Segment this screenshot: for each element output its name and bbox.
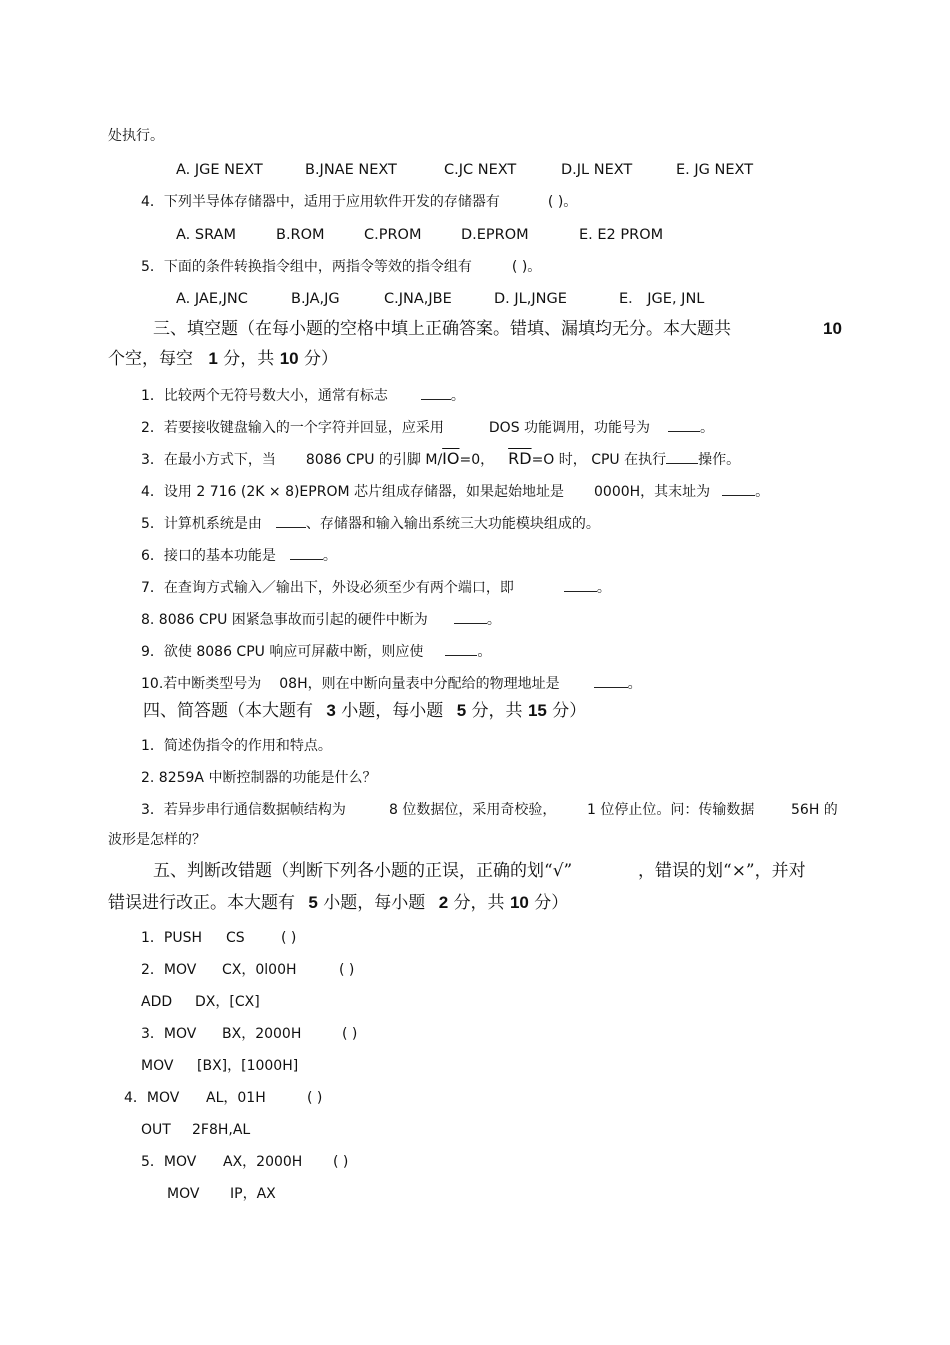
option-c: C.JNA,JBE bbox=[384, 291, 452, 307]
answer-blank bbox=[290, 545, 323, 560]
question-text: 5．计算机系统是由 bbox=[141, 516, 262, 532]
question-text: 8. 8086 CPU 困紧急事故而引起的硬件中断为 bbox=[141, 612, 428, 628]
option-e: E． JGE, JNL bbox=[619, 291, 705, 307]
answer-paren: ( ) bbox=[307, 1090, 323, 1106]
io-signal: $\overline{IO}$ bbox=[442, 449, 460, 468]
answer-blank bbox=[564, 577, 597, 592]
answer-paren: ( ) bbox=[281, 930, 297, 946]
fill-q6 bbox=[141, 545, 337, 565]
period: 。 bbox=[700, 420, 715, 436]
question-text: 9．欲使 8086 CPU 响应可屏蔽中断，则应使 bbox=[141, 644, 424, 660]
period: 。 bbox=[322, 548, 337, 564]
instruction: 3．MOV bbox=[141, 1026, 197, 1042]
fill-q5 bbox=[141, 513, 600, 533]
option-d: D.EPROM bbox=[461, 227, 529, 243]
fill-q2 bbox=[141, 417, 714, 437]
period: 。 bbox=[477, 644, 492, 660]
fill-q10 bbox=[141, 673, 642, 693]
instruction: 5．MOV bbox=[141, 1154, 197, 1170]
operand: AX，2000H bbox=[223, 1154, 303, 1170]
title-text: 分） bbox=[304, 349, 339, 369]
short-q3-line2: 波形是怎样的？ bbox=[108, 832, 206, 848]
title-text: 错误进行改正。本大题有 bbox=[108, 893, 295, 913]
answer-blank bbox=[276, 513, 306, 528]
title-text: 分，共 bbox=[453, 893, 505, 913]
option-b: B.ROM bbox=[276, 227, 325, 243]
question-text: 操作。 bbox=[698, 452, 741, 468]
question-count: 5 bbox=[308, 893, 318, 912]
option-e: E. JG NEXT bbox=[676, 162, 754, 178]
title-text: 分） bbox=[552, 701, 587, 721]
question-5 bbox=[141, 258, 541, 276]
question-text: 56H 的 bbox=[791, 802, 838, 818]
section-3-title-line2 bbox=[108, 348, 338, 370]
title-text: 小题，每小题 bbox=[323, 893, 426, 913]
question-text: 6．接口的基本功能是 bbox=[141, 548, 276, 564]
option-c: C.PROM bbox=[364, 227, 422, 243]
option-e: E. E2 PROM bbox=[579, 227, 664, 243]
answer-blank bbox=[421, 385, 451, 400]
question-4-text: 4．下列半导体存储器中，适用于应用软件开发的存储器有 bbox=[141, 194, 500, 210]
question-text: 3．若异步串行通信数据帧结构为 bbox=[141, 802, 346, 818]
section-5-title-line2 bbox=[108, 892, 568, 914]
section-3-title: 三、填空题（在每小题的空格中填上正确答案。错填、漏填均无分。本大题共 bbox=[153, 319, 731, 339]
question-text: 1 位停止位。问：传输数据 bbox=[587, 802, 755, 818]
instruction: 4．MOV bbox=[124, 1090, 180, 1106]
answer-paren: ( )。 bbox=[547, 194, 578, 210]
points-each: 2 bbox=[438, 893, 449, 912]
question-text: 、存储器和输入输出系统三大功能模块组成的。 bbox=[305, 516, 600, 532]
answer-paren: ( ) bbox=[333, 1154, 349, 1170]
title-text: ，错误的划“×”，并对 bbox=[638, 861, 806, 881]
instruction: 1．PUSH bbox=[141, 930, 203, 946]
title-text: 分，共 bbox=[223, 349, 275, 369]
question-4 bbox=[141, 193, 577, 211]
instruction: ADD bbox=[141, 994, 173, 1010]
operand: [BX]，[1000H] bbox=[197, 1058, 299, 1074]
question-text: =O 时， CPU 在执行 bbox=[531, 452, 667, 468]
instruction: 2．MOV bbox=[141, 962, 197, 978]
option-b: B.JNAE NEXT bbox=[305, 162, 397, 178]
answer-blank bbox=[454, 609, 487, 624]
question-text: 7．在查询方式输入／输出下，外设必须至少有两个端口，即 bbox=[141, 580, 514, 596]
period: 。 bbox=[486, 612, 501, 628]
title-text: 个空，每空 bbox=[108, 349, 193, 369]
question-text: 8086 CPU 的引脚 M/ bbox=[305, 452, 443, 468]
period: 。 bbox=[450, 388, 465, 404]
option-d: D.JL NEXT bbox=[561, 162, 633, 178]
question-text: 1．比较两个无符号数大小，通常有标志 bbox=[141, 388, 388, 404]
question-text: 10.若中断类型号为 bbox=[141, 676, 262, 692]
title-text: 五、判断改错题（判断下列各小题的正误，正确的划“√” bbox=[153, 861, 573, 881]
question-5-text: 5．下面的条件转换指令组中，两指令等效的指令组有 bbox=[141, 259, 472, 275]
instruction: OUT bbox=[141, 1122, 171, 1138]
fill-q7 bbox=[141, 577, 611, 597]
question-text: 2．若要接收键盘输入的一个字符并回显，应采用 bbox=[141, 420, 444, 436]
answer-blank bbox=[722, 481, 755, 496]
question-text: DOS 功能调用，功能号为 bbox=[488, 420, 651, 436]
option-a: A. JAE,JNC bbox=[176, 291, 248, 307]
answer-paren: ( ) bbox=[342, 1026, 358, 1042]
fill-q4 bbox=[141, 481, 769, 501]
answer-blank bbox=[594, 673, 628, 688]
points-total: 15 bbox=[527, 701, 547, 720]
answer-blank bbox=[668, 417, 700, 432]
points-each: 5 bbox=[456, 701, 467, 720]
points-each: 1 bbox=[208, 349, 218, 368]
answer-blank bbox=[445, 641, 477, 656]
question-text: 08H，则在中断向量表中分配给的物理地址是 bbox=[279, 676, 560, 692]
question-text: 8 位数据位，采用奇校验， bbox=[389, 802, 557, 818]
answer-paren: ( )。 bbox=[511, 259, 542, 275]
instruction: MOV bbox=[167, 1186, 200, 1202]
answer-paren: ( ) bbox=[339, 962, 355, 978]
continuation-line: 处执行。 bbox=[108, 128, 164, 144]
option-c: C.JC NEXT bbox=[444, 162, 517, 178]
question-count: 3 bbox=[326, 701, 336, 720]
fill-q1 bbox=[141, 385, 465, 405]
title-text: 四、简答题（本大题有 bbox=[143, 701, 313, 721]
period: 。 bbox=[755, 484, 770, 500]
rd-signal: $\overline{RD}$ bbox=[508, 449, 532, 468]
operand: 2F8H,AL bbox=[192, 1122, 251, 1138]
answer-blank bbox=[666, 449, 698, 464]
section-4-title bbox=[143, 700, 586, 722]
title-text: 分） bbox=[534, 893, 569, 913]
instruction: MOV bbox=[141, 1058, 174, 1074]
title-text: 分，共 bbox=[471, 701, 523, 721]
fill-q9 bbox=[141, 641, 491, 661]
operand: DX，[CX] bbox=[195, 994, 260, 1010]
option-d: D. JL,JNGE bbox=[494, 291, 567, 307]
operand: BX，2000H bbox=[222, 1026, 302, 1042]
points-total: 10 bbox=[509, 893, 529, 912]
section-3-count: 10 bbox=[823, 319, 842, 338]
option-a: A. JGE NEXT bbox=[176, 162, 263, 178]
short-q2: 2. 8259A 中断控制器的功能是什么？ bbox=[141, 770, 377, 786]
question-text: 3．在最小方式下，当 bbox=[141, 452, 276, 468]
period: 。 bbox=[596, 580, 611, 596]
operand: IP，AX bbox=[230, 1186, 276, 1202]
fill-q8 bbox=[141, 609, 501, 629]
question-text: 0000H，其末址为 bbox=[594, 484, 711, 500]
operand: CX，0l00H bbox=[222, 962, 297, 978]
operand: CS bbox=[226, 930, 245, 946]
short-q1: 1．简述伪指令的作用和特点。 bbox=[141, 738, 332, 754]
question-text: 4．设用 2 716 (2K × 8)EPROM 芯片组成存储器，如果起始地址是 bbox=[141, 484, 564, 500]
period: 。 bbox=[627, 676, 642, 692]
operand: AL，01H bbox=[206, 1090, 266, 1106]
title-text: 小题，每小题 bbox=[341, 701, 444, 721]
option-b: B.JA,JG bbox=[291, 291, 340, 307]
question-text: =0， bbox=[459, 452, 495, 468]
fill-q3 bbox=[141, 449, 740, 469]
points-total: 10 bbox=[279, 349, 299, 368]
option-a: A. SRAM bbox=[176, 227, 237, 243]
